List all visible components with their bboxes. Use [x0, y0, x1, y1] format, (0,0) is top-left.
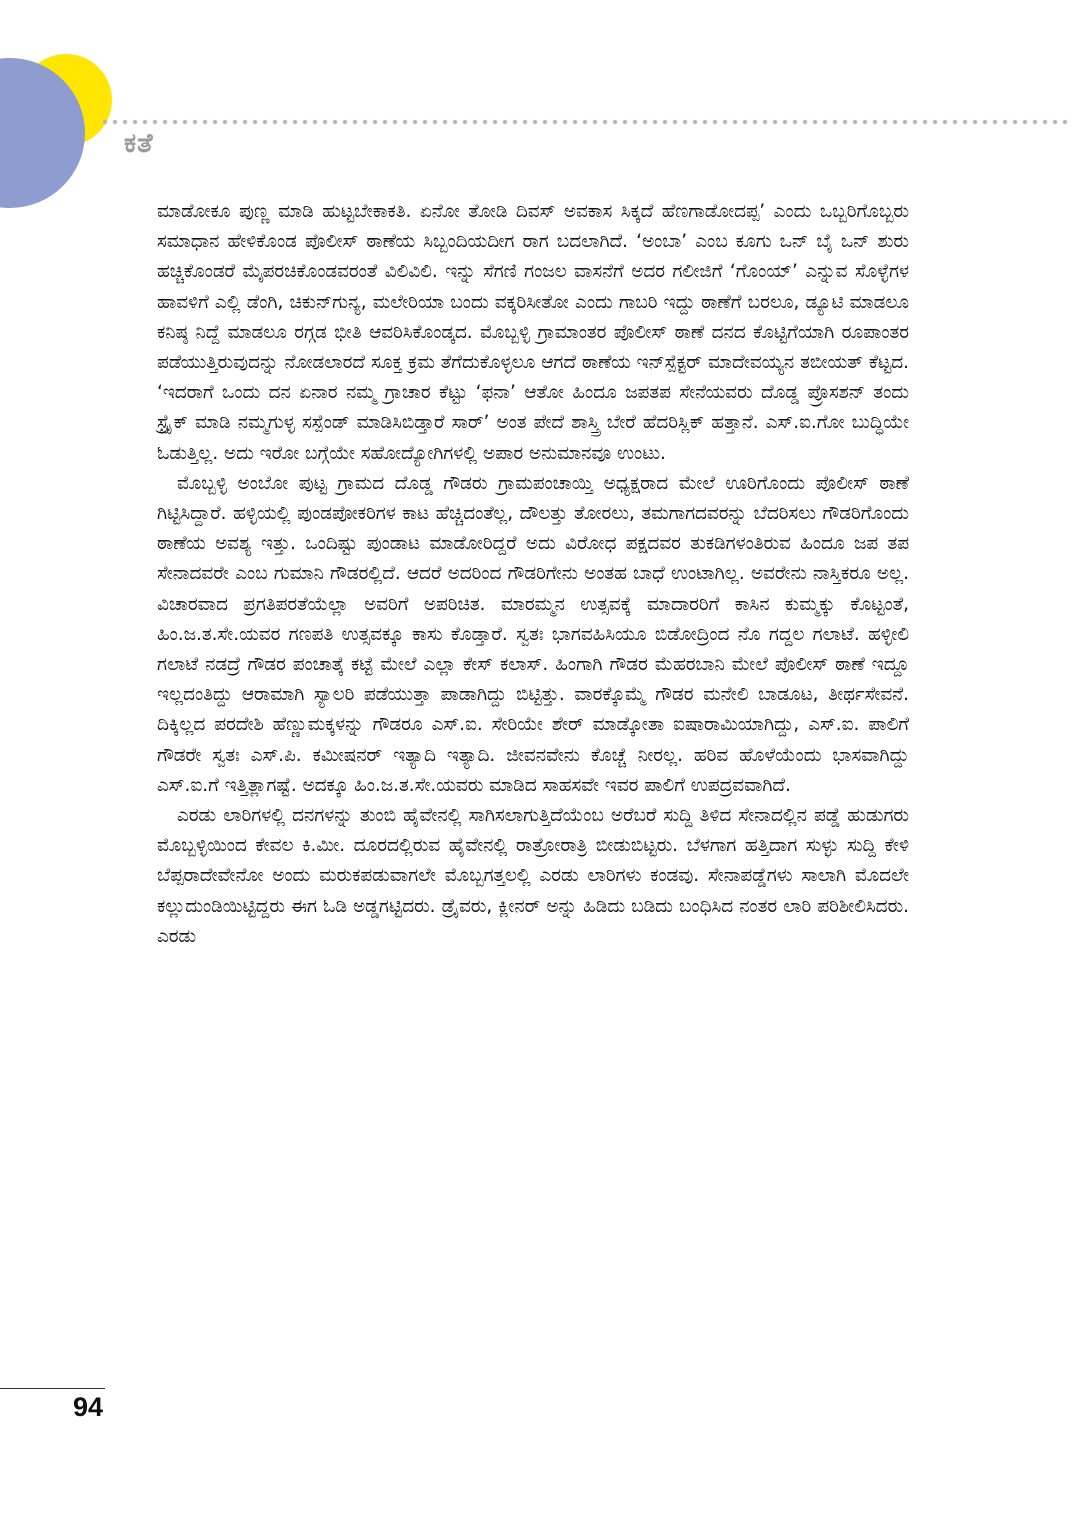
- story-paragraph-1: ಮಾಡೋಕೂ ಪುಣ್ಣ ಮಾಡಿ ಹುಟ್ಟಬೇಕಾಕತಿ. ಏನೋ ತೋಡಿ ದಿವಸ್ ಅವಕಾಸ ಸಿಕ್ಕದೆ ಹೆಣಗಾಡೋದಪ್ಪ’ ಎಂದು ಒಬ್ಬರಿಗೊಬ್ಬರು ಸಮಾಧಾನ ಹೇಳಿಕೊಂಡ ಪೊಲೀಸ್ ಠಾಣೆಯ ಸಿಬ್ಬಂದಿಯದೀಗ ರಾಗ ಬದಲಾಗಿದೆ. ‘ಅಂಬಾ’ ಎಂಬ ಕೂಗು ಒನ್ ಬೈ ಒನ್ ಶುರು ಹಚ್ಚಿಕೊಂಡರೆ ಮೈಪರಚಿಕೊಂಡವರಂತೆ ವಿಲಿವಿಲಿ. ಇನ್ನು ಸೆಗಣಿ ಗಂಜಲ ವಾಸನೆಗೆ ಅದರ ಗಲೀಜಿಗೆ ‘ಗೊಂಯ್’ ಎನ್ನುವ ಸೊಳ್ಳೆಗಳ ಹಾವಳಿಗೆ ಎಲ್ಲಿ ಡೆಂಗಿ, ಚಿಕುನ್‌ಗುನ್ಯ, ಮಲೇರಿಯಾ ಬಂದು ವಕ್ಕರಿಸೀತೋ ಎಂದು ಗಾಬರಿ ಇದ್ದು ಠಾಣೆಗೆ ಬರಲೂ, ಡ್ಯೂಟಿ ಮಾಡಲೂ ಕನಿಷ್ಠ ನಿದ್ದೆ ಮಾಡಲೂ ರಗ್ಗಡ ಭೀತಿ ಆವರಿಸಿಕೊಂಡ್ಕದ. ಮೊಬ್ಬಳ್ಳಿ ಗ್ರಾಮಾಂತರ ಪೊಲೀಸ್ ಠಾಣೆ ದನದ ಕೊಟ್ಟಿಗೆಯಾಗಿ ರೂಪಾಂತರ ಪಡೆಯುತ್ತಿರುವುದನ್ನು ನೋಡಲಾರದೆ ಸೂಕ್ತ ಕ್ರಮ ತೆಗೆದುಕೊಳ್ಳಲೂ ಆಗದೆ ಠಾಣೆಯ ಇನ್‌ಸ್ಪೆಕ್ಟರ್ ಮಾದೇವಯ್ಯನ ತಬೀಯತ್ ಕೆಟ್ಟದ. ‘ಇದರಾಗೆ ಒಂದು ದನ ಏನಾರ ನಮ್ಮ ಗ್ರಾಚಾರ ಕೆಟ್ಟು ‘ಫನಾ’ ಆತೋ ಹಿಂದೂ ಜಪತಪ ಸೇನೆಯವರು ದೊಡ್ಡ ಪ್ರೊಸಶನ್ ತಂದು ಸ್ಟ್ರೈಕ್ ಮಾಡಿ ನಮ್ಮಗುಳ್ಳ ಸಸ್ಪೆಂಡ್ ಮಾಡಿಸಿಬಿಡ್ತಾರೆ ಸಾರ್’ ಅಂತ ಪೇದೆ ಶಾಸ್ತ್ರಿ ಬೇರೆ ಹೆದರಿಸ್ಲಿಕ್ ಹತ್ತಾನೆ. ಎಸ್.ಐ.ಗೋ ಬುದ್ಧಿಯೇ ಓಡುತ್ತಿಲ್ಲ. ಅದು ಇರೋ ಬಗ್ಗೆಯೇ ಸಹೋದ್ಯೋಗಿಗಳಲ್ಲಿ ಅಪಾರ ಅನುಮಾನವೂ ಉಂಟು.: [157, 201, 909, 464]
- header-dotted-rule: [100, 119, 1072, 125]
- story-paragraph-3: ಎರಡು ಲಾರಿಗಳಲ್ಲಿ ದನಗಳನ್ನು ತುಂಬಿ ಹೈವೇನಲ್ಲಿ ಸಾಗಿಸಲಾಗುತ್ತಿದೆಯೆಂಬ ಅರೆಬರೆ ಸುದ್ದಿ ತಿಳಿದ ಸೇನಾದಲ್ಲಿನ ಪಡ್ಡೆ ಹುಡುಗರು ಮೊಬ್ಬಳ್ಳಿಯಿಂದ ಕೇವಲ ಕಿ.ಮೀ. ದೂರದಲ್ಲಿರುವ ಹೈವೇನಲ್ಲಿ ರಾತ್ರೋರಾತ್ರಿ ಬೀಡುಬಿಟ್ಟರು. ಬೆಳಗಾಗ ಹತ್ತಿದಾಗ ಸುಳ್ಳು ಸುದ್ದಿ ಕೇಳಿ ಬೆಪ್ಪರಾದೇವೇನೋ ಅಂದು ಮರುಕಪಡುವಾಗಲೇ ಮೊಬ್ಬಗತ್ತಲಲ್ಲಿ ಎರಡು ಲಾರಿಗಳು ಕಂಡವು. ಸೇನಾಪಡ್ಡೆಗಳು ಸಾಲಾಗಿ ಮೊದಲೇ ಕಲ್ಲುದುಂಡಿಯಿಟ್ಟಿದ್ದರು ಈಗ ಓಡಿ ಅಡ್ಡಗಟ್ಟಿದರು. ಡ್ರೈವರು, ಕ್ಲೀನರ್ ಅನ್ನು ಹಿಡಿದು ಬಡಿದು ಬಂಧಿಸಿದ ನಂತರ ಲಾರಿ ಪರಿಶೀಲಿಸಿದರು. ಎರಡು: [157, 805, 909, 947]
- story-paragraph-2: ಮೊಬ್ಬಳ್ಳಿ ಅಂಬೋ ಪುಟ್ಟ ಗ್ರಾಮದ ದೊಡ್ಡ ಗೌಡರು ಗ್ರಾಮಪಂಚಾಯ್ತಿ ಅಧ್ಯಕ್ಷರಾದ ಮೇಲೆ ಊರಿಗೊಂದು ಪೊಲೀಸ್ ಠಾಣೆ ಗಿಟ್ಟಿಸಿದ್ದಾರೆ. ಹಳ್ಳಿಯಲ್ಲಿ ಪುಂಡಪೋಕರಿಗಳ ಕಾಟ ಹೆಚ್ಚಿದಂತೆಲ್ಲ, ದೌಲತ್ತು ತೋರಲು, ತಮಗಾಗದವರನ್ನು ಬೆದರಿಸಲು ಗೌಡರಿಗೊಂದು ಠಾಣೆಯ ಅವಶ್ಯ ಇತ್ತು. ಒಂದಿಷ್ಟು ಪುಂಡಾಟ ಮಾಡೋರಿದ್ದರೆ ಅದು ವಿರೋಧ ಪಕ್ಷದವರ ತುಕಡಿಗಳಂತಿರುವ ಹಿಂದೂ ಜಪ ತಪ ಸೇನಾದವರೇ ಎಂಬ ಗುಮಾನಿ ಗೌಡರಲ್ಲಿದೆ. ಆದರೆ ಅದರಿಂದ ಗೌಡರಿಗೇನು ಅಂತಹ ಬಾಧೆ ಉಂಟಾಗಿಲ್ಲ. ಅವರೇನು ನಾಸ್ತಿಕರೂ ಅಲ್ಲ. ವಿಚಾರವಾದ ಪ್ರಗತಿಪರತೆಯೆಲ್ಲಾ ಅವರಿಗೆ ಅಪರಿಚಿತ. ಮಾರಮ್ಮನ ಉತ್ಸವಕ್ಕೆ ಮಾದಾರರಿಗೆ ಕಾಸಿನ ಕುಮ್ಮಕ್ಕು ಕೊಟ್ಟಂತೆ, ಹಿಂ.ಜ.ತ.ಸೇ.ಯವರ ಗಣಪತಿ ಉತ್ಸವಕ್ಕೂ ಕಾಸು ಕೊಡ್ತಾರೆ. ಸ್ವತಃ ಭಾಗವಹಿಸಿಯೂ ಬಿಡೋದ್ರಿಂದ ನೊ ಗದ್ದಲ ಗಲಾಟೆ. ಹಳ್ಳೀಲಿ ಗಲಾಟೆ ನಡದ್ರೆ ಗೌಡರ ಪಂಚಾತ್ಕೆ ಕಟ್ಟೆ ಮೇಲೆ ಎಲ್ಲಾ ಕೇಸ್ ಕಲಾಸ್. ಹಿಂಗಾಗಿ ಗೌಡರ ಮೆಹರಬಾನಿ ಮೇಲೆ ಪೊಲೀಸ್ ಠಾಣೆ ಇದ್ದೂ ಇಲ್ಲದಂತಿದ್ದು ಆರಾಮಾಗಿ ಸ್ಯಾಲರಿ ಪಡೆಯುತ್ತಾ ಪಾಡಾಗಿದ್ದು ಬಿಟ್ಟಿತ್ತು. ವಾರಕ್ಕೊಮ್ಮೆ ಗೌಡರ ಮನೇಲಿ ಬಾಡೂಟ, ತೀರ್ಥಸೇವನೆ. ದಿಕ್ಕಿಲ್ಲದ ಪರದೇಶಿ ಹೆಣ್ಣುಮಕ್ಕಳನ್ನು ಗೌಡರೂ ಎಸ್.ಐ. ಸೇರಿಯೇ ಶೇರ್ ಮಾಡ್ಕೋತಾ ಐಷಾರಾಮಿಯಾಗಿದ್ದು, ಎಸ್.ಐ. ಪಾಲಿಗೆ ಗೌಡರೇ ಸ್ವತಃ ಎಸ್.ಪಿ. ಕಮೀಷನರ್ ಇತ್ಯಾದಿ ಇತ್ಯಾದಿ. ಜೀವನವೇನು ಕೊಚ್ಚೆ ನೀರಲ್ಲ. ಹರಿವ ಹೊಳೆಯೆಂದು ಭಾಸವಾಗಿದ್ದು ಎಸ್.ಐ.ಗೆ ಇತ್ತಿತ್ಲಾಗಷ್ಟೆ. ಅದಕ್ಕೂ ಹಿಂ.ಜ.ತ.ಸೇ.ಯವರು ಮಾಡಿದ ಸಾಹಸವೇ ಇವರ ಪಾಲಿಗೆ ಉಪದ್ರವವಾಗಿದೆ.: [157, 472, 909, 796]
- story-body: [157, 197, 909, 952]
- section-label: ಕತೆ: [124, 128, 154, 159]
- footer-rule: [0, 1388, 105, 1389]
- corner-circles-decoration: [0, 0, 130, 220]
- page-number: 94: [73, 1392, 104, 1422]
